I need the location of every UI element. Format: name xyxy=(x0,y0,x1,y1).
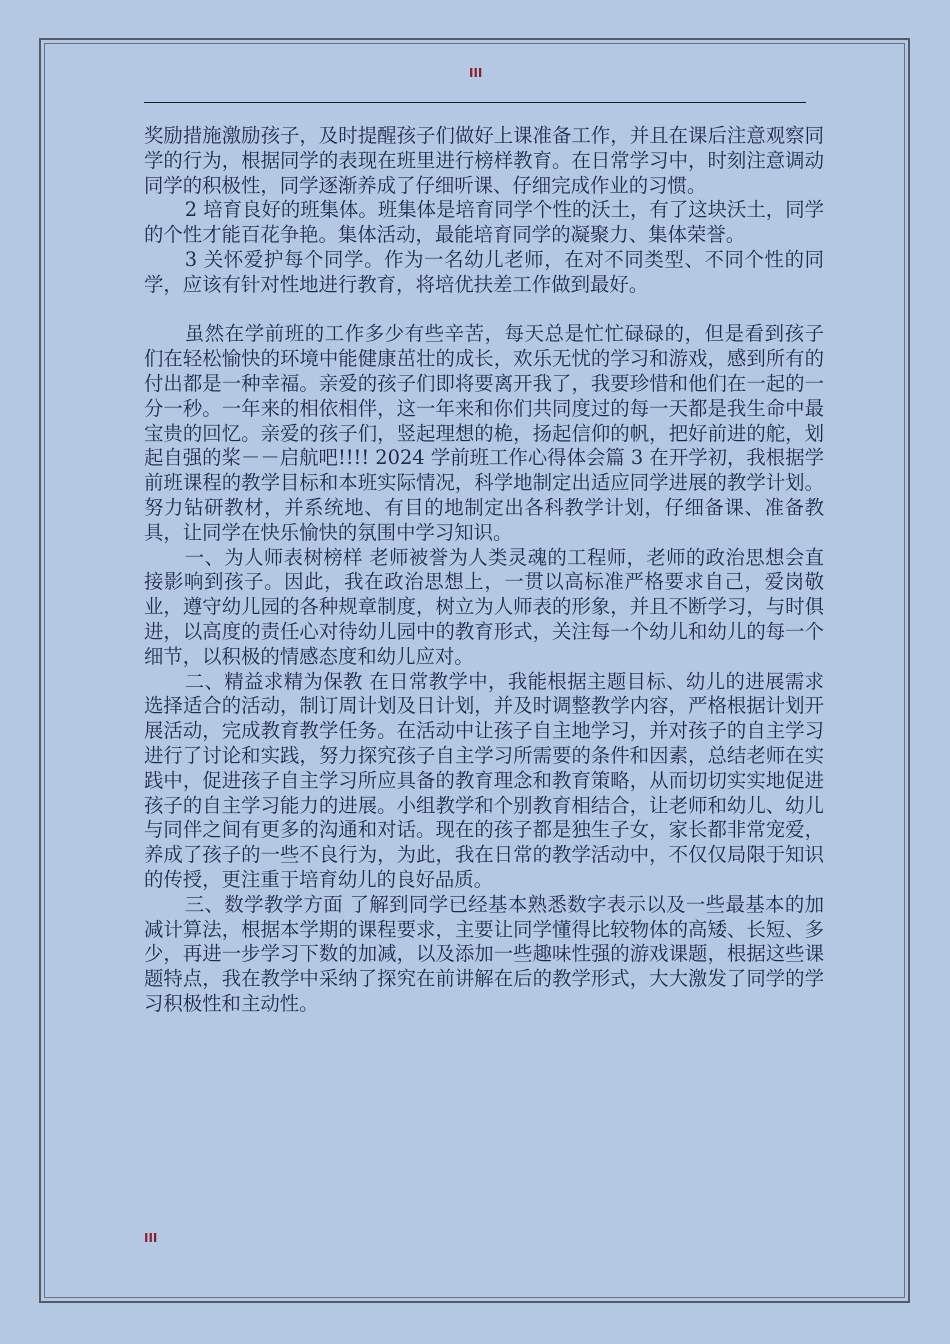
header-rule xyxy=(144,102,806,103)
header-mark: III xyxy=(469,66,483,80)
paragraph-math: 三、数学教学方面 了解到同学已经基本熟悉数字表示以及一些最基本的加减计算法，根据本学期的课程要求，主要让同学懂得比较物体的高矮、长短、多少，再进一步学习下数的加减，以及添加一些趣味性强的游戏课题，根据这些课题特点，我在教学中采纳了探究在前讲解在后的教学形式，大大激发了同学的学习积极性和主动性。 xyxy=(144,892,824,1015)
paragraph-reflection: 虽然在学前班的工作多少有些辛苦，每天总是忙忙碌碌的，但是看到孩子们在轻松愉快的环境中能健康茁壮的成长，欢乐无忧的学习和游戏，感到所有的付出都是一种幸福。亲爱的孩子们即将要离开我了，我要珍惜和他们在一起的一分一秒。一年来的相依相伴，这一年来和你们共同度过的每一天都是我生命中最宝贵的回忆。亲爱的孩子们，竖起理想的桅，扬起信仰的帆，把好前进的舵，划起自强的桨－－启航吧!!!! 2024 学前班工作心得体会篇 3 在开学初，我根据学前班课程的教学目标和本班实际情况，科学地制定出适应同学进展的教学计划。努力钻研教材，并系统地、有目的地制定出各科教学计划，仔细备课、准备教具，让同学在快乐愉快的氛围中学习知识。 xyxy=(144,322,824,544)
paragraph-role-model: 一、为人师表树榜样 老师被誉为人类灵魂的工程师，老师的政治思想会直接影响到孩子。因此，我在政治思想上，一贯以高标准严格要求自己，爱岗敬业，遵守幼儿园的各种规章制度，树立为人师表的形象，并且不断学习，与时俱进，以高度的责任心对待幼儿园中的教育形式，关注每一个幼儿和幼儿的每一个细节，以积极的情感态度和幼儿应对。 xyxy=(144,545,824,668)
paragraph-care-students: 3 关怀爱护每个同学。作为一名幼儿老师，在对不同类型、不同个性的同学，应该有针对性地进行教育，将培优扶差工作做到最好。 xyxy=(144,247,824,296)
paragraph-class-collective: 2 培育良好的班集体。班集体是培育同学个性的沃土，有了这块沃土，同学的个性才能百花争艳。集体活动，最能培育同学的凝聚力、集体荣誉。 xyxy=(144,198,824,247)
paragraph-intro: 奖励措施激励孩子，及时提醒孩子们做好上课准备工作，并且在课后注意观察同学的行为，根据同学的表现在班里进行榜样教育。在日常学习中，时刻注意调动同学的积极性，同学逐渐养成了仔细听课、仔细完成作业的习惯。 xyxy=(144,124,824,197)
paragraph-teaching: 二、精益求精为保教 在日常教学中，我能根据主题目标、幼儿的进展需求选择适合的活动，制订周计划及日计划，并及时调整教学内容，严格根据计划开展活动，完成教育教学任务。在活动中让孩子自主地学习，并对孩子的自主学习进行了讨论和实践，努力探究孩子自主学习所需要的条件和因素，总结老师在实践中，促进孩子自主学习所应具备的教育理念和教育策略，从而切切实实地促进孩子的自主学习能力的进展。小组教学和个别教育相结合，让老师和幼儿、幼儿与同伴之间有更多的沟通和对话。现在的孩子都是独生子女，家长都非常宠爱，养成了孩子的一些不良行为，为此，我在日常的教学活动中，不仅仅局限于知识的传授，更注重于培育幼儿的良好品质。 xyxy=(144,669,824,891)
footer-mark: III xyxy=(144,1231,158,1245)
document-body xyxy=(144,124,824,1017)
